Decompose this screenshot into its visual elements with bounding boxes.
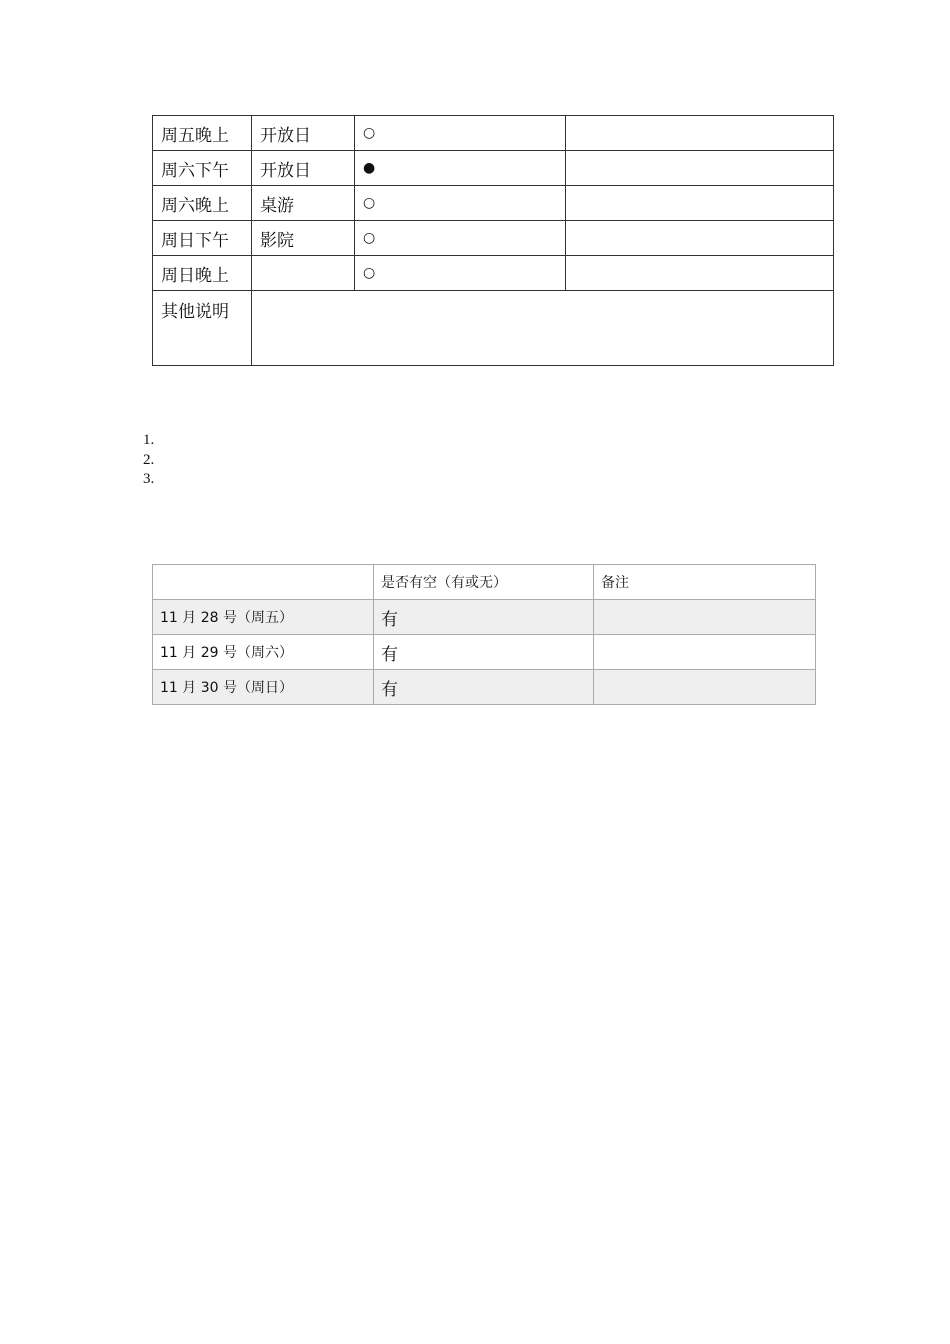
time-slot-cell: 周日下午 [153, 221, 252, 256]
remark-cell[interactable] [594, 670, 816, 705]
schedule-table [152, 115, 834, 366]
schedule-row [153, 221, 834, 256]
notes-label: 其他说明 [153, 291, 252, 366]
list-item-number: 2. [143, 451, 155, 468]
activity-cell: 开放日 [252, 151, 355, 186]
activity-cell: 开放日 [252, 116, 355, 151]
selection-radio[interactable]: ○ [355, 116, 566, 151]
extra-cell[interactable] [566, 116, 834, 151]
time-slot-cell: 周六晚上 [153, 186, 252, 221]
activity-cell: 桌游 [252, 186, 355, 221]
schedule-row [153, 186, 834, 221]
time-slot-cell: 周六下午 [153, 151, 252, 186]
header-cell-availability: 是否有空（有或无） [374, 565, 594, 600]
time-slot-cell: 周五晚上 [153, 116, 252, 151]
list-item-number: 3. [143, 471, 155, 487]
date-cell: 11 月 29 号（周六） [153, 635, 374, 670]
date-cell: 11 月 30 号（周日） [153, 670, 374, 705]
selection-radio[interactable]: ○ [355, 221, 566, 256]
schedule-row [153, 151, 834, 186]
time-slot-cell: 周日晚上 [153, 256, 252, 291]
availability-row [153, 600, 816, 635]
availability-answer-cell[interactable]: 有 [374, 600, 594, 635]
selection-radio[interactable]: ● [355, 151, 566, 186]
availability-table [152, 564, 816, 705]
availability-answer-cell[interactable]: 有 [374, 670, 594, 705]
availability-row [153, 670, 816, 705]
header-cell-remark: 备注 [594, 565, 816, 600]
numbered-list [143, 431, 154, 490]
extra-cell[interactable] [566, 256, 834, 291]
activity-cell: 影院 [252, 221, 355, 256]
schedule-row [153, 256, 834, 291]
date-cell: 11 月 28 号（周五） [153, 600, 374, 635]
extra-cell[interactable] [566, 221, 834, 256]
list-item-number: 1. [143, 432, 155, 448]
availability-answer-cell[interactable]: 有 [374, 635, 594, 670]
activity-cell [252, 256, 355, 291]
notes-field[interactable] [252, 291, 834, 366]
selection-radio[interactable]: ○ [355, 256, 566, 291]
availability-header-row [153, 565, 816, 600]
remark-cell[interactable] [594, 600, 816, 635]
schedule-row [153, 116, 834, 151]
notes-row [153, 291, 834, 366]
extra-cell[interactable] [566, 151, 834, 186]
availability-row [153, 635, 816, 670]
extra-cell[interactable] [566, 186, 834, 221]
header-cell-date [153, 565, 374, 600]
remark-cell[interactable] [594, 635, 816, 670]
selection-radio[interactable]: ○ [355, 186, 566, 221]
